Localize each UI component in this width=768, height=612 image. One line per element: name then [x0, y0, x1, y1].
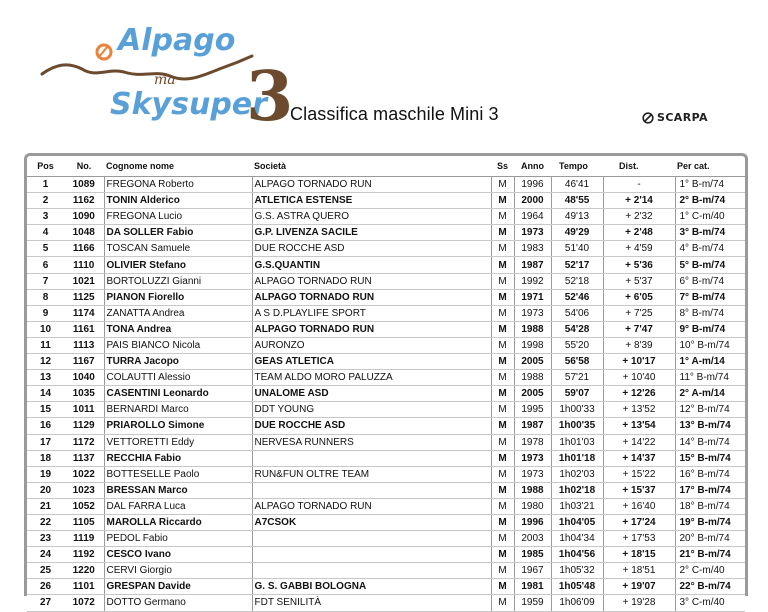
cell-sex: M — [491, 354, 514, 370]
cell-name: BRESSAN Marco — [104, 482, 252, 498]
cell-bib: 1119 — [64, 531, 104, 547]
cell-time: 55'20 — [551, 337, 603, 353]
cell-dist: + 4'59 — [603, 241, 675, 257]
cell-year: 1988 — [514, 482, 551, 498]
cell-name: OLIVIER Stefano — [104, 257, 252, 273]
cell-name: BORTOLUZZI Gianni — [104, 273, 252, 289]
cell-dist: + 19'07 — [603, 579, 675, 595]
cell-name: CERVI Giorgio — [104, 563, 252, 579]
cell-sex: M — [491, 386, 514, 402]
table-row — [27, 418, 745, 434]
cell-sex: M — [491, 498, 514, 514]
cell-dist: + 18'15 — [603, 547, 675, 563]
cell-cat: 2° B-m/74 — [675, 193, 745, 209]
cell-bib: 1089 — [64, 177, 104, 193]
table-row — [27, 209, 745, 225]
cell-dist: + 2'32 — [603, 209, 675, 225]
cell-pos: 13 — [27, 370, 64, 386]
cell-year: 1996 — [514, 177, 551, 193]
cell-pos: 2 — [27, 193, 64, 209]
col-header-sex: Ss — [491, 156, 514, 177]
cell-cat: 22° B-m/74 — [675, 579, 745, 595]
cell-cat: 18° B-m/74 — [675, 498, 745, 514]
cell-pos: 10 — [27, 321, 64, 337]
cell-sex: M — [491, 241, 514, 257]
cell-dist: + 17'24 — [603, 514, 675, 530]
cell-cat: 12° B-m/74 — [675, 402, 745, 418]
alpago-skysuper-logo — [38, 12, 294, 137]
cell-year: 1973 — [514, 305, 551, 321]
cell-year: 1995 — [514, 402, 551, 418]
cell-bib: 1174 — [64, 305, 104, 321]
cell-sex: M — [491, 450, 514, 466]
cell-name: PEDOL Fabio — [104, 531, 252, 547]
cell-club — [252, 563, 491, 579]
cell-name: TONA Andrea — [104, 321, 252, 337]
cell-bib: 1172 — [64, 434, 104, 450]
cell-bib: 1072 — [64, 595, 104, 611]
cell-sex: M — [491, 466, 514, 482]
col-header-name: Cognome nome — [104, 156, 252, 177]
cell-time: 1h05'48 — [551, 579, 603, 595]
cell-year: 1983 — [514, 241, 551, 257]
cell-year: 1985 — [514, 547, 551, 563]
cell-club: UNALOME ASD — [252, 386, 491, 402]
cell-time: 1h04'34 — [551, 531, 603, 547]
cell-sex: M — [491, 595, 514, 611]
cell-year: 1981 — [514, 579, 551, 595]
cell-name: VETTORETTI Eddy — [104, 434, 252, 450]
cell-name: RECCHIA Fabio — [104, 450, 252, 466]
cell-dist: - — [603, 177, 675, 193]
cell-bib: 1125 — [64, 289, 104, 305]
cell-name: ZANATTA Andrea — [104, 305, 252, 321]
cell-name: PAIS BIANCO Nicola — [104, 337, 252, 353]
cell-time: 1h02'18 — [551, 482, 603, 498]
cell-year: 1964 — [514, 209, 551, 225]
cell-bib: 1220 — [64, 563, 104, 579]
cell-time: 46'41 — [551, 177, 603, 193]
table-row — [27, 370, 745, 386]
table-row — [27, 531, 745, 547]
cell-club: DUE ROCCHE ASD — [252, 418, 491, 434]
table-row — [27, 386, 745, 402]
cell-bib: 1105 — [64, 514, 104, 530]
cell-name: PRIAROLLO Simone — [104, 418, 252, 434]
cell-dist: + 15'22 — [603, 466, 675, 482]
cell-pos: 20 — [27, 482, 64, 498]
cell-cat: 4° B-m/74 — [675, 241, 745, 257]
cell-time: 1h06'09 — [551, 595, 603, 611]
cell-year: 1988 — [514, 370, 551, 386]
cell-bib: 1021 — [64, 273, 104, 289]
cell-time: 1h00'33 — [551, 402, 603, 418]
cell-dist: + 10'17 — [603, 354, 675, 370]
cell-bib: 1035 — [64, 386, 104, 402]
cell-name: DOTTO Germano — [104, 595, 252, 611]
table-row — [27, 305, 745, 321]
cell-pos: 11 — [27, 337, 64, 353]
cell-cat: 1° C-m/40 — [675, 209, 745, 225]
cell-pos: 15 — [27, 402, 64, 418]
cell-cat: 2° C-m/40 — [675, 563, 745, 579]
table-row — [27, 434, 745, 450]
cell-year: 1996 — [514, 514, 551, 530]
cell-dist: + 10'40 — [603, 370, 675, 386]
cell-cat: 3° C-m/40 — [675, 595, 745, 611]
logo-word-ma: ma — [154, 72, 176, 88]
cell-pos: 22 — [27, 514, 64, 530]
cell-club: G.P. LIVENZA SACILE — [252, 225, 491, 241]
cell-cat: 1° B-m/74 — [675, 177, 745, 193]
cell-club: ALPAGO TORNADO RUN — [252, 321, 491, 337]
cell-cat: 5° B-m/74 — [675, 257, 745, 273]
cell-year: 1978 — [514, 434, 551, 450]
cell-sex: M — [491, 563, 514, 579]
cell-club: G. S. GABBI BOLOGNA — [252, 579, 491, 595]
cell-bib: 1166 — [64, 241, 104, 257]
cell-time: 49'29 — [551, 225, 603, 241]
cell-year: 2003 — [514, 531, 551, 547]
cell-time: 57'21 — [551, 370, 603, 386]
cell-time: 52'18 — [551, 273, 603, 289]
cell-club — [252, 450, 491, 466]
cell-cat: 16° B-m/74 — [675, 466, 745, 482]
cell-time: 54'28 — [551, 321, 603, 337]
brand-name: SCARPA — [657, 111, 708, 124]
cell-sex: M — [491, 273, 514, 289]
cell-cat: 14° B-m/74 — [675, 434, 745, 450]
cell-bib: 1101 — [64, 579, 104, 595]
cell-cat: 7° B-m/74 — [675, 289, 745, 305]
cell-name: CASENTINI Leonardo — [104, 386, 252, 402]
cell-bib: 1137 — [64, 450, 104, 466]
table-header-row — [27, 156, 745, 177]
cell-name: FREGONA Lucio — [104, 209, 252, 225]
cell-bib: 1052 — [64, 498, 104, 514]
cell-time: 1h00'35 — [551, 418, 603, 434]
table-row — [27, 241, 745, 257]
table-row — [27, 321, 745, 337]
cell-pos: 24 — [27, 547, 64, 563]
cell-dist: + 2'14 — [603, 193, 675, 209]
cell-dist: + 13'54 — [603, 418, 675, 434]
cell-bib: 1048 — [64, 225, 104, 241]
cell-dist: + 12'26 — [603, 386, 675, 402]
cell-pos: 12 — [27, 354, 64, 370]
cell-year: 1973 — [514, 466, 551, 482]
cell-cat: 21° B-m/74 — [675, 547, 745, 563]
cell-sex: M — [491, 193, 514, 209]
cell-dist: + 14'37 — [603, 450, 675, 466]
cell-dist: + 15'37 — [603, 482, 675, 498]
cell-bib: 1090 — [64, 209, 104, 225]
cell-club: TEAM ALDO MORO PALUZZA — [252, 370, 491, 386]
cell-sex: M — [491, 257, 514, 273]
cell-club: ALPAGO TORNADO RUN — [252, 289, 491, 305]
cell-year: 2005 — [514, 354, 551, 370]
cell-club: DDT YOUNG — [252, 402, 491, 418]
cell-club — [252, 531, 491, 547]
table-row — [27, 402, 745, 418]
cell-cat: 8° B-m/74 — [675, 305, 745, 321]
table-row — [27, 354, 745, 370]
cell-cat: 9° B-m/74 — [675, 321, 745, 337]
cell-name: TOSCAN Samuele — [104, 241, 252, 257]
cell-pos: 21 — [27, 498, 64, 514]
cell-dist: + 17'53 — [603, 531, 675, 547]
cell-dist: + 18'51 — [603, 563, 675, 579]
cell-cat: 2° A-m/14 — [675, 386, 745, 402]
cell-pos: 1 — [27, 177, 64, 193]
cell-name: DA SOLLER Fabio — [104, 225, 252, 241]
cell-year: 1988 — [514, 321, 551, 337]
cell-bib: 1040 — [64, 370, 104, 386]
cell-time: 54'06 — [551, 305, 603, 321]
col-header-no: No. — [64, 156, 104, 177]
cell-sex: M — [491, 177, 514, 193]
cell-bib: 1022 — [64, 466, 104, 482]
table-row — [27, 482, 745, 498]
cell-club — [252, 547, 491, 563]
page-title: Classifica maschile Mini 3 — [290, 104, 499, 124]
cell-club: FDT SENILITÀ — [252, 595, 491, 611]
cell-sex: M — [491, 514, 514, 530]
table-row — [27, 595, 745, 611]
results-table-frame — [24, 153, 748, 609]
cell-sex: M — [491, 579, 514, 595]
cell-pos: 26 — [27, 579, 64, 595]
scarpa-mountain-icon — [642, 112, 654, 124]
cell-year: 1992 — [514, 273, 551, 289]
cell-sex: M — [491, 289, 514, 305]
cell-club: RUN&FUN OLTRE TEAM — [252, 466, 491, 482]
cell-pos: 4 — [27, 225, 64, 241]
cell-cat: 17° B-m/74 — [675, 482, 745, 498]
cell-club: AURONZO — [252, 337, 491, 353]
cell-time: 52'17 — [551, 257, 603, 273]
cell-dist: + 5'36 — [603, 257, 675, 273]
cell-club: G.S. ASTRA QUERO — [252, 209, 491, 225]
col-header-time: Tempo — [551, 156, 603, 177]
cell-time: 1h01'18 — [551, 450, 603, 466]
table-row — [27, 289, 745, 305]
cell-pos: 5 — [27, 241, 64, 257]
cell-club: G.S.QUANTIN — [252, 257, 491, 273]
cell-bib: 1113 — [64, 337, 104, 353]
cell-club: ALPAGO TORNADO RUN — [252, 177, 491, 193]
cell-time: 1h02'03 — [551, 466, 603, 482]
cell-club: DUE ROCCHE ASD — [252, 241, 491, 257]
cell-year: 1973 — [514, 225, 551, 241]
cell-dist: + 7'47 — [603, 321, 675, 337]
cell-dist: + 16'40 — [603, 498, 675, 514]
cell-dist: + 6'05 — [603, 289, 675, 305]
cell-cat: 11° B-m/74 — [675, 370, 745, 386]
cell-dist: + 13'52 — [603, 402, 675, 418]
scarpa-brand — [642, 111, 708, 124]
cell-bib: 1162 — [64, 193, 104, 209]
cell-cat: 10° B-m/74 — [675, 337, 745, 353]
cell-time: 49'13 — [551, 209, 603, 225]
cell-sex: M — [491, 225, 514, 241]
cell-cat: 13° B-m/74 — [675, 418, 745, 434]
table-row — [27, 466, 745, 482]
cell-club: NERVESA RUNNERS — [252, 434, 491, 450]
table-row — [27, 579, 745, 595]
cell-pos: 3 — [27, 209, 64, 225]
table-row — [27, 257, 745, 273]
cell-sex: M — [491, 531, 514, 547]
cell-name: CESCO Ivano — [104, 547, 252, 563]
cell-club: ATLETICA ESTENSE — [252, 193, 491, 209]
col-header-pos: Pos — [27, 156, 64, 177]
cell-time: 59'07 — [551, 386, 603, 402]
cell-name: GRESPAN Davide — [104, 579, 252, 595]
cell-bib: 1167 — [64, 354, 104, 370]
cell-bib: 1129 — [64, 418, 104, 434]
logo-word-alpago: Alpago — [118, 23, 236, 58]
table-row — [27, 193, 745, 209]
cell-pos: 17 — [27, 434, 64, 450]
cell-sex: M — [491, 434, 514, 450]
cell-sex: M — [491, 547, 514, 563]
cell-time: 1h04'05 — [551, 514, 603, 530]
table-row — [27, 450, 745, 466]
cell-pos: 25 — [27, 563, 64, 579]
cell-bib: 1192 — [64, 547, 104, 563]
cell-sex: M — [491, 337, 514, 353]
cell-name: MAROLLA Riccardo — [104, 514, 252, 530]
cell-sex: M — [491, 209, 514, 225]
table-row — [27, 225, 745, 241]
cell-year: 1973 — [514, 450, 551, 466]
cell-dist: + 2'48 — [603, 225, 675, 241]
cell-club — [252, 482, 491, 498]
table-row — [27, 547, 745, 563]
table-row — [27, 177, 745, 193]
table-row — [27, 498, 745, 514]
cell-dist: + 5'37 — [603, 273, 675, 289]
table-row — [27, 563, 745, 579]
col-header-dist: Dist. — [603, 156, 675, 177]
cell-bib: 1161 — [64, 321, 104, 337]
cell-sex: M — [491, 418, 514, 434]
cell-cat: 6° B-m/74 — [675, 273, 745, 289]
col-header-club: Società — [252, 156, 491, 177]
table-row — [27, 337, 745, 353]
cell-time: 1h05'32 — [551, 563, 603, 579]
cell-name: BERNARDI Marco — [104, 402, 252, 418]
cell-year: 1998 — [514, 337, 551, 353]
cell-name: TONIN Alderico — [104, 193, 252, 209]
cell-club: A S D.PLAYLIFE SPORT — [252, 305, 491, 321]
logo-word-skysuper: Skysuper — [110, 87, 267, 122]
col-header-cat: Per cat. — [675, 156, 745, 177]
cell-pos: 14 — [27, 386, 64, 402]
cell-pos: 8 — [27, 289, 64, 305]
cell-sex: M — [491, 321, 514, 337]
cell-pos: 27 — [27, 595, 64, 611]
cell-pos: 7 — [27, 273, 64, 289]
cell-club: ALPAGO TORNADO RUN — [252, 273, 491, 289]
cell-club: A7CSOK — [252, 514, 491, 530]
cell-pos: 9 — [27, 305, 64, 321]
table-row — [27, 514, 745, 530]
cell-year: 1971 — [514, 289, 551, 305]
cell-time: 1h04'56 — [551, 547, 603, 563]
cell-cat: 3° B-m/74 — [675, 225, 745, 241]
cell-pos: 19 — [27, 466, 64, 482]
cell-time: 1h03'21 — [551, 498, 603, 514]
cell-time: 52'46 — [551, 289, 603, 305]
cell-time: 1h01'03 — [551, 434, 603, 450]
cell-dist: + 7'25 — [603, 305, 675, 321]
cell-cat: 20° B-m/74 — [675, 531, 745, 547]
cell-time: 48'55 — [551, 193, 603, 209]
logo-graphic — [38, 12, 294, 137]
cell-sex: M — [491, 482, 514, 498]
cell-dist: + 8'39 — [603, 337, 675, 353]
cell-bib: 1110 — [64, 257, 104, 273]
cell-year: 1959 — [514, 595, 551, 611]
cell-cat: 15° B-m/74 — [675, 450, 745, 466]
cell-name: DAL FARRA Luca — [104, 498, 252, 514]
logo-number: 3 — [246, 57, 294, 137]
cell-name: PIANON Fiorello — [104, 289, 252, 305]
cell-sex: M — [491, 402, 514, 418]
cell-time: 51'40 — [551, 241, 603, 257]
col-header-year: Anno — [514, 156, 551, 177]
cell-time: 56'58 — [551, 354, 603, 370]
cell-club: GEAS ATLETICA — [252, 354, 491, 370]
table-row — [27, 273, 745, 289]
cell-dist: + 19'28 — [603, 595, 675, 611]
cell-name: FREGONA Roberto — [104, 177, 252, 193]
cell-dist: + 14'22 — [603, 434, 675, 450]
cell-year: 2000 — [514, 193, 551, 209]
cell-pos: 18 — [27, 450, 64, 466]
cell-name: BOTTESELLE Paolo — [104, 466, 252, 482]
cell-year: 2005 — [514, 386, 551, 402]
cell-name: COLAUTTI Alessio — [104, 370, 252, 386]
cell-pos: 16 — [27, 418, 64, 434]
cell-year: 1987 — [514, 418, 551, 434]
cell-bib: 1011 — [64, 402, 104, 418]
cell-club: ALPAGO TORNADO RUN — [252, 498, 491, 514]
cell-sex: M — [491, 370, 514, 386]
cell-year: 1967 — [514, 563, 551, 579]
cell-name: TURRA Jacopo — [104, 354, 252, 370]
cell-pos: 6 — [27, 257, 64, 273]
results-table — [27, 156, 745, 612]
cell-cat: 1° A-m/14 — [675, 354, 745, 370]
cell-pos: 23 — [27, 531, 64, 547]
cell-bib: 1023 — [64, 482, 104, 498]
cell-year: 1987 — [514, 257, 551, 273]
cell-year: 1980 — [514, 498, 551, 514]
cell-cat: 19° B-m/74 — [675, 514, 745, 530]
table-body — [27, 177, 745, 612]
cell-sex: M — [491, 305, 514, 321]
